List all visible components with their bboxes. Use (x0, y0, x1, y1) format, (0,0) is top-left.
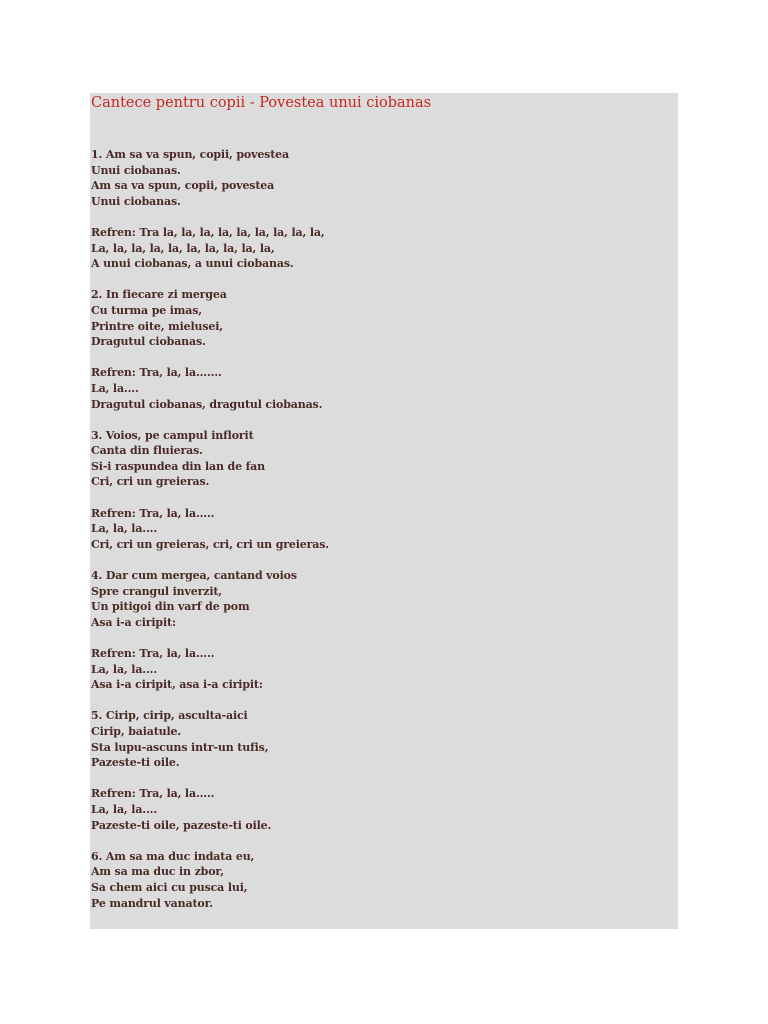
refrain (91, 506, 671, 553)
stanza (91, 708, 671, 770)
stanza (91, 147, 671, 209)
lyric-line: La, la, la.... (91, 802, 158, 816)
lyric-line: 2. In fiecare zi mergea (91, 288, 227, 302)
stanza (91, 287, 671, 349)
lyric-line: Dragutul ciobanas, dragutul ciobanas. (91, 397, 323, 411)
lyric-line: Spre crangul inverzit, (91, 584, 222, 598)
lyric-line: La, la, la.... (91, 662, 158, 676)
lyric-line: Pazeste-ti oile. (91, 756, 180, 770)
stanza (91, 568, 671, 630)
lyric-line: 6. Am sa ma duc indata eu, (91, 849, 255, 863)
lyric-line: Canta din fluieras. (91, 444, 203, 458)
refrain (91, 225, 671, 272)
lyric-line: Sa chem aici cu pusca lui, (91, 880, 248, 894)
lyric-line: A unui ciobanas, a unui ciobanas. (91, 257, 294, 271)
lyric-line: Si-i raspundea din lan de fan (91, 459, 266, 473)
lyric-line: Pe mandrul vanator. (91, 896, 213, 910)
lyric-line: Dragutul ciobanas. (91, 335, 206, 349)
lyric-line: Un pitigoi din varf de pom (91, 600, 250, 614)
lyric-line: La, la, la, la, la, la, la, la, la, la, (91, 241, 275, 255)
lyric-line: Asa i-a ciripit: (91, 615, 176, 629)
lyric-line: Unui ciobanas. (91, 194, 181, 208)
lyric-line: Pazeste-ti oile, pazeste-ti oile. (91, 818, 272, 832)
lyric-line: Am sa va spun, copii, povestea (91, 179, 275, 193)
lyric-line: Cu turma pe imas, (91, 303, 202, 317)
lyric-line: Sta lupu-ascuns intr-un tufis, (91, 740, 269, 754)
stanza (91, 428, 671, 490)
lyric-line: 1. Am sa va spun, copii, povestea (91, 148, 289, 161)
lyric-line: Asa i-a ciripit, asa i-a ciripit: (91, 678, 263, 692)
lyric-line: Refren: Tra la, la, la, la, la, la, la, la, la, (91, 225, 325, 239)
refrain (91, 365, 671, 412)
refrain (91, 786, 671, 833)
lyric-line: Cirip, baiatule. (91, 724, 182, 738)
lyric-line: Printre oite, mielusei, (91, 319, 223, 333)
lyric-line: La, la.... (91, 381, 139, 395)
lyric-line: Cri, cri un greieras, cri, cri un greieras. (91, 537, 329, 551)
lyric-line: Refren: Tra, la, la..... (91, 787, 215, 801)
lyric-line: Refren: Tra, la, la..... (91, 506, 215, 520)
refrain (91, 646, 671, 693)
lyrics-body (91, 147, 671, 927)
lyric-line: 4. Dar cum mergea, cantand voios (91, 569, 297, 583)
lyric-line: La, la, la.... (91, 522, 158, 536)
lyric-line: 3. Voios, pe campul inflorit (91, 428, 254, 442)
lyric-line: Refren: Tra, la, la..... (91, 647, 215, 660)
lyric-line: Refren: Tra, la, la....... (91, 366, 222, 380)
lyric-line: 5. Cirip, cirip, asculta-aici (91, 709, 248, 723)
lyric-line: Unui ciobanas. (91, 163, 181, 177)
lyric-line: Am sa ma duc in zbor, (91, 865, 224, 879)
lyric-line: Cri, cri un greieras. (91, 475, 210, 489)
document-title: Cantece pentru copii - Povestea unui ciobanas (91, 95, 432, 111)
stanza (91, 849, 671, 911)
